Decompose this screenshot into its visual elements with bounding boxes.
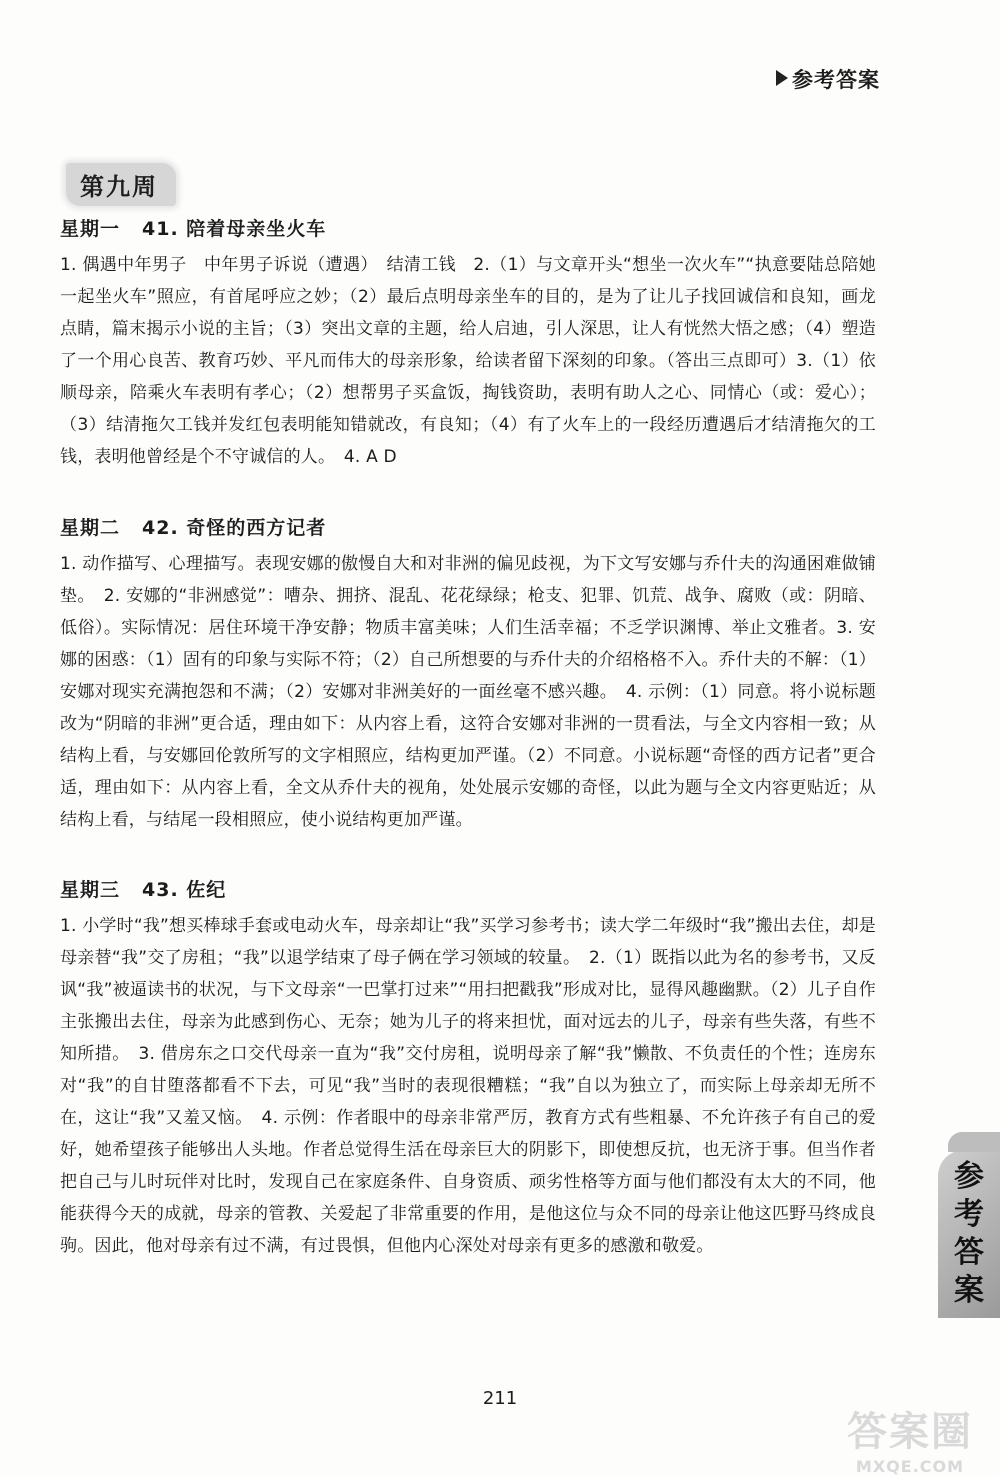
side-tab-char: 考 <box>954 1197 984 1232</box>
section-heading <box>60 875 876 902</box>
section-body: 1. 偶遇中年男子 中年男子诉说（遭遇） 结清工钱 2.（1）与文章开头“想坐一次火车”“执意要陆总陪她一起坐火车”照应，有首尾呼应之妙；（2）最后点明母亲坐车的目的，是为了让儿子找回诚信和良知，画龙点睛，篇末揭示小说的主旨；（3）突出文章的主题，给人启迪，引人深思，让人有恍然大悟之感；（4）塑造了一个用心良苦、教育巧妙、平凡而伟大的母亲形象，给读者留下深刻的印象。（答出三点即可）3.（1）依顺母亲，陪乘火车表明有孝心；（2）想帮男子买盒饭，掏钱资助，表明有助人之心、同情心（或：爱心）；（3）结清拖欠工钱并发红包表明能知错就改，有良知；（4）有了火车上的一段经历遭遇后才结清拖欠的工钱，表明他曾经是个不守诚信的人。 4. A D <box>60 255 876 467</box>
section-monday <box>60 214 876 473</box>
triangle-icon <box>776 70 788 86</box>
answer-side-tab <box>938 1150 1000 1318</box>
section-title: 41. 陪着母亲坐火车 <box>142 218 327 240</box>
watermark <box>840 1400 980 1476</box>
section-title: 43. 佐纪 <box>142 879 227 901</box>
side-tab-char: 案 <box>954 1273 984 1308</box>
section-day: 星期三 <box>60 879 121 901</box>
section-day: 星期二 <box>60 517 121 539</box>
header-label: 参考答案 <box>792 68 880 92</box>
section-tuesday <box>60 513 876 836</box>
section-wednesday <box>60 875 876 1262</box>
section-day: 星期一 <box>60 218 121 240</box>
section-title: 42. 奇怪的西方记者 <box>142 517 327 539</box>
section-body: 1. 小学时“我”想买棒球手套或电动火车，母亲却让“我”买学习参考书；读大学二年级时“我”搬出去住，却是母亲替“我”交了房租；“我”以退学结束了母子俩在学习领域的较量。 2.（1）既指以此为名的参考书，又反讽“我”被逼读书的状况，与下文母亲“一巴掌打过来”“用扫把戳我”形成对比，显得风趣幽默。（2）儿子自作主张搬出去住，母亲为此感到伤心、无奈；她为儿子的将来担忧，面对远去的儿子，母亲有些失落，有些不知所措。 3. 借房东之口交代母亲一直为“我”交付房租，说明母亲了解“我”懒散、不负责任的个性；连房东对“我”的自甘堕落都看不下去，可见“我”当时的表现很糟糕；“我”自以为独立了，而实际上母亲却无所不在，这让“我”又羞又恼。 4. 示例：作者眼中的母亲非常严厉，教育方式有些粗暴、不允许孩子有自己的爱好，她希望孩子能够出人头地。作者总觉得生活在母亲巨大的阴影下，即使想反抗，也无济于事。但当作者把自己与儿时玩伴对比时，发现自己在家庭条件、自身资质、顽劣性格等方面与他们都没有太大的不同，他能获得今天的成就，母亲的管教、关爱起了非常重要的作用，是他这位与众不同的母亲让他这匹野马终成良驹。因此，他对母亲有过不满，有过畏惧，但他内心深处对母亲有更多的感激和敬爱。 <box>60 916 876 1256</box>
watermark-logo-text: 答案圈 <box>847 1409 973 1455</box>
page-number: 211 <box>482 1388 518 1409</box>
section-heading <box>60 214 876 241</box>
side-tab-char: 答 <box>954 1235 984 1270</box>
side-tab-char: 参 <box>954 1159 984 1194</box>
section-heading <box>60 513 876 540</box>
week-title: 第九周 <box>66 163 176 206</box>
running-header <box>776 64 880 94</box>
watermark-url: MXQE.COM <box>855 1457 965 1476</box>
section-body: 1. 动作描写、心理描写。表现安娜的傲慢自大和对非洲的偏见歧视，为下文写安娜与乔什夫的沟通困难做铺垫。 2. 安娜的“非洲感觉”：嘈杂、拥挤、混乱、花花绿绿；枪支、犯罪、饥荒、战争、腐败（或：阴暗、低俗）。实际情况：居住环境干净安静；物质丰富美味；人们生活幸福；不乏学识渊博、举止文雅者。3. 安娜的困惑：（1）固有的印象与实际不符；（2）自己所想要的与乔什夫的介绍格格不入。乔什夫的不解：（1）安娜对现实充满抱怨和不满；（2）安娜对非洲美好的一面丝毫不感兴趣。 4. 示例：（1）同意。将小说标题改为“阴暗的非洲”更合适，理由如下：从内容上看，这符合安娜对非洲的一贯看法，与全文内容相一致；从结构上看，与安娜回伦敦所写的文字相照应，结构更加严谨。（2）不同意。小说标题“奇怪的西方记者”更合适，理由如下：从内容上看，全文从乔什夫的视角，处处展示安娜的奇怪，以此为题与全文内容更贴近；从结构上看，与结尾一段相照应，使小说结构更加严谨。 <box>60 554 876 830</box>
